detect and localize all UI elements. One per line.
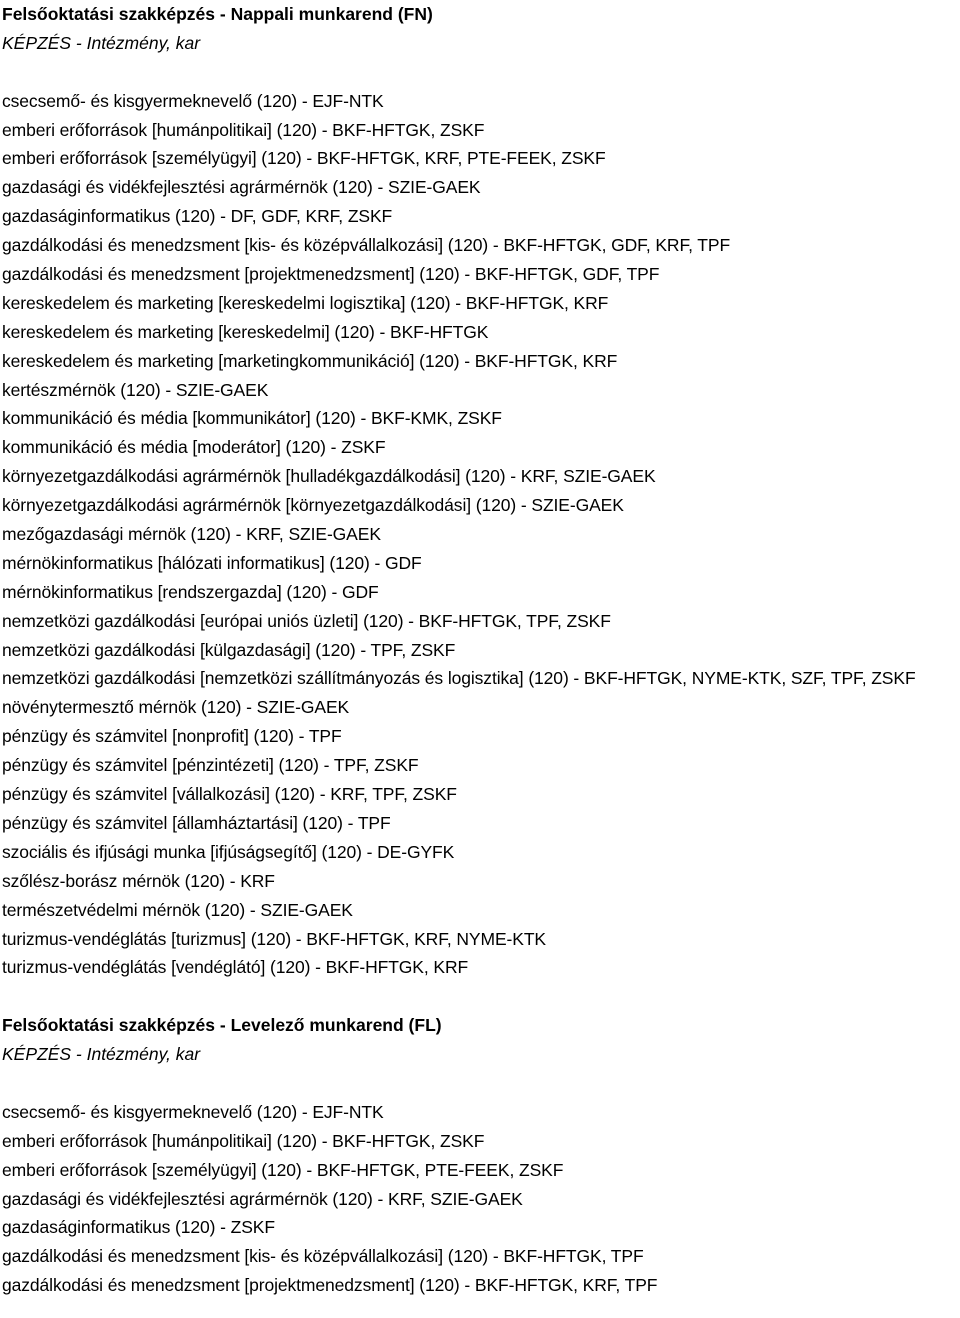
program-item: gazdálkodási és menedzsment [kis- és középvállalkozási] (120) - BKF-HFTGK, TPF [2, 1246, 644, 1267]
program-item: nemzetközi gazdálkodási [európai uniós üzleti] (120) - BKF-HFTGK, TPF, ZSKF [2, 610, 611, 631]
program-item: pénzügy és számvitel [pénzintézeti] (120) - TPF, ZSKF [2, 755, 419, 776]
program-item: pénzügy és számvitel [államháztartási] (120) - TPF [2, 812, 391, 833]
program-item: gazdálkodási és menedzsment [projektmenedzsment] (120) - BKF-HFTGK, GDF, TPF [2, 264, 660, 285]
section-subtitle: KÉPZÉS - Intézmény, kar [2, 32, 201, 53]
section-subtitle: KÉPZÉS - Intézmény, kar [2, 1044, 201, 1065]
program-item: turizmus-vendéglátás [turizmus] (120) - BKF-HFTGK, KRF, NYME-KTK [2, 928, 546, 949]
program-item: emberi erőforrások [személyügyi] (120) - BKF-HFTGK, PTE-FEEK, ZSKF [2, 1159, 564, 1180]
program-item: pénzügy és számvitel [nonprofit] (120) - TPF [2, 726, 342, 747]
program-item: gazdálkodási és menedzsment [kis- és középvállalkozási] (120) - BKF-HFTGK, GDF, KRF, TPF [2, 235, 731, 256]
section-title: Felsőoktatási szakképzés - Levelező munkarend (FL) [2, 1015, 442, 1036]
program-item: emberi erőforrások [humánpolitikai] (120) - BKF-HFTGK, ZSKF [2, 119, 485, 140]
program-item: mérnökinformatikus [hálózati informatikus] (120) - GDF [2, 552, 422, 573]
program-item: csecsemő- és kisgyermeknevelő (120) - EJF-NTK [2, 1101, 384, 1122]
program-item: nemzetközi gazdálkodási [nemzetközi szállítmányozás és logisztika] (120) - BKF-HFTGK, NYME-KTK, SZF, TPF, ZSKF [2, 668, 916, 689]
spacer [2, 58, 960, 87]
program-item: mezőgazdasági mérnök (120) - KRF, SZIE-GAEK [2, 524, 381, 545]
program-item: környezetgazdálkodási agrármérnök [környezetgazdálkodási] (120) - SZIE-GAEK [2, 495, 624, 516]
section-title: Felsőoktatási szakképzés - Nappali munkarend (FN) [2, 4, 433, 24]
program-item: természetvédelmi mérnök (120) - SZIE-GAEK [2, 899, 353, 920]
program-item: gazdasági és vidékfejlesztési agrármérnök (120) - SZIE-GAEK [2, 177, 481, 198]
program-section [2, 1011, 960, 1300]
program-item: mérnökinformatikus [rendszergazda] (120) - GDF [2, 581, 379, 602]
program-item: kereskedelem és marketing [marketingkommunikáció] (120) - BKF-HFTGK, KRF [2, 350, 618, 371]
program-section [2, 0, 960, 982]
program-item: kereskedelem és marketing [kereskedelmi logisztika] (120) - BKF-HFTGK, KRF [2, 292, 609, 313]
program-item: szőlész-borász mérnök (120) - KRF [2, 870, 275, 891]
program-item: emberi erőforrások [humánpolitikai] (120) - BKF-HFTGK, ZSKF [2, 1130, 485, 1151]
program-item: gazdaságinformatikus (120) - DF, GDF, KRF, ZSKF [2, 206, 393, 227]
program-item: gazdálkodási és menedzsment [projektmenedzsment] (120) - BKF-HFTGK, KRF, TPF [2, 1275, 658, 1296]
program-item: kertészmérnök (120) - SZIE-GAEK [2, 379, 269, 400]
program-item: gazdasági és vidékfejlesztési agrármérnök (120) - KRF, SZIE-GAEK [2, 1188, 523, 1209]
program-item: szociális és ifjúsági munka [ifjúságsegítő] (120) - DE-GYFK [2, 841, 455, 862]
program-item: pénzügy és számvitel [vállalkozási] (120) - KRF, TPF, ZSKF [2, 784, 457, 805]
program-item: gazdaságinformatikus (120) - ZSKF [2, 1217, 275, 1238]
program-item: turizmus-vendéglátás [vendéglátó] (120) - BKF-HFTGK, KRF [2, 957, 469, 978]
program-item: kommunikáció és média [moderátor] (120) - ZSKF [2, 437, 386, 458]
program-item: nemzetközi gazdálkodási [külgazdasági] (120) - TPF, ZSKF [2, 639, 456, 660]
program-item: növénytermesztő mérnök (120) - SZIE-GAEK [2, 697, 350, 718]
program-item: csecsemő- és kisgyermeknevelő (120) - EJF-NTK [2, 90, 384, 111]
program-item: kereskedelem és marketing [kereskedelmi] (120) - BKF-HFTGK [2, 321, 489, 342]
program-item: környezetgazdálkodási agrármérnök [hulladékgazdálkodási] (120) - KRF, SZIE-GAEK [2, 466, 656, 487]
program-item: kommunikáció és média [kommunikátor] (120) - BKF-KMK, ZSKF [2, 408, 502, 429]
spacer [2, 1069, 960, 1098]
program-item: emberi erőforrások [személyügyi] (120) - BKF-HFTGK, KRF, PTE-FEEK, ZSKF [2, 148, 606, 169]
